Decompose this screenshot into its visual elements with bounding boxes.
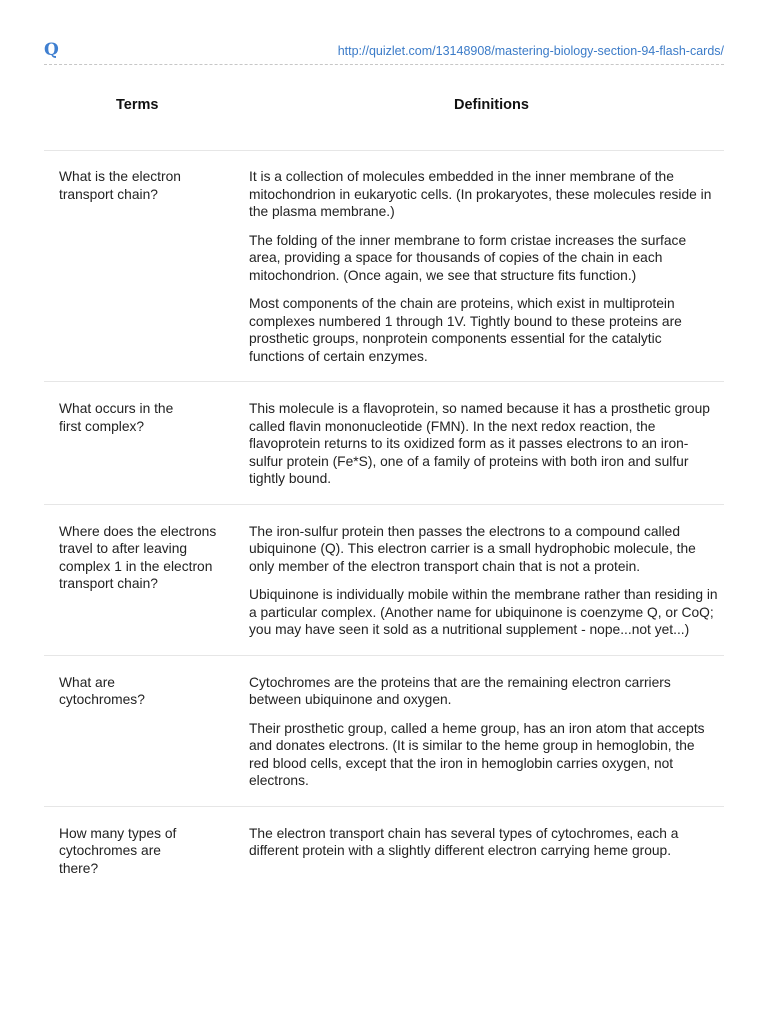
definition-paragraph: This molecule is a flavoprotein, so named because it has a prosthetic group called flavin mononucleotide (FMN). In the next redox reaction, the flavoprotein returns to its oxidized form as it passes electrons to an iron-sulfur protein (Fe*S), one of a family of proteins with both iron and sulfur tightly bound. <box>249 401 710 486</box>
quizlet-logo[interactable]: Q <box>44 40 59 60</box>
page-header <box>44 38 724 66</box>
table-row <box>44 655 724 806</box>
definition-cell <box>234 168 724 365</box>
term-text: What are cytochromes? <box>59 674 145 707</box>
definitions-column-header: Definitions <box>454 97 529 113</box>
definition-cell <box>234 523 724 639</box>
table-row <box>44 806 724 894</box>
table-row <box>44 381 724 504</box>
table-row <box>44 504 724 655</box>
definition-paragraph: Their prosthetic group, called a heme group, has an iron atom that accepts and donates electrons. (It is similar to the heme group in hemoglobin, the red blood cells, except that the iron in hemoglobin carries oxygen, not electrons. <box>249 720 705 788</box>
definition-paragraph: Cytochromes are the proteins that are the remaining electron carriers between ubiquinone and oxygen. <box>249 674 671 707</box>
terms-column-header: Terms <box>116 97 159 113</box>
definition-paragraph: The electron transport chain has several types of cytochromes, each a different protein with a slightly different electron carrying heme group. <box>249 825 679 858</box>
definition-paragraph: Most components of the chain are proteins, which exist in multiprotein complexes numbered 1 through 1V. Tightly bound to these proteins are prosthetic groups, nonprotein components essential for the catalytic functions of certain enzymes. <box>249 296 682 364</box>
header-divider <box>44 64 724 65</box>
flashcard-table <box>44 150 724 893</box>
source-url-link[interactable]: http://quizlet.com/13148908/mastering-biology-section-94-flash-cards/ <box>337 44 724 58</box>
term-text: How many types of cytochromes are there? <box>59 825 177 876</box>
table-row <box>44 150 724 381</box>
term-text: What is the electron transport chain? <box>59 169 181 202</box>
term-text: What occurs in the first complex? <box>59 401 174 434</box>
definition-cell <box>234 825 724 878</box>
term-text: Where does the electrons travel to after leaving complex 1 in the electron transport chain? <box>59 523 217 591</box>
definition-paragraph: The folding of the inner membrane to form cristae increases the surface area, providing a space for thousands of copies of the chain in each mitochondrion. (Once again, we see that structure fits function.) <box>249 232 687 283</box>
definition-paragraph: It is a collection of molecules embedded in the inner membrane of the mitochondrion in eukaryotic cells. (In prokaryotes, these molecules reside in the plasma membrane.) <box>249 169 712 219</box>
definition-paragraph: Ubiquinone is individually mobile within the membrane rather than residing in a particular complex. (Another name for ubiquinone is coenzyme Q, or CoQ; you may have seen it sold as a nutritional supplement - nope...not yet...) <box>249 587 718 637</box>
definition-cell <box>234 674 724 790</box>
definition-paragraph: The iron-sulfur protein then passes the electrons to a compound called ubiquinone (Q). This electron carrier is a small hydrophobic molecule, the only member of the electron transport chain that is not a protein. <box>249 523 696 574</box>
definition-cell <box>234 400 724 488</box>
